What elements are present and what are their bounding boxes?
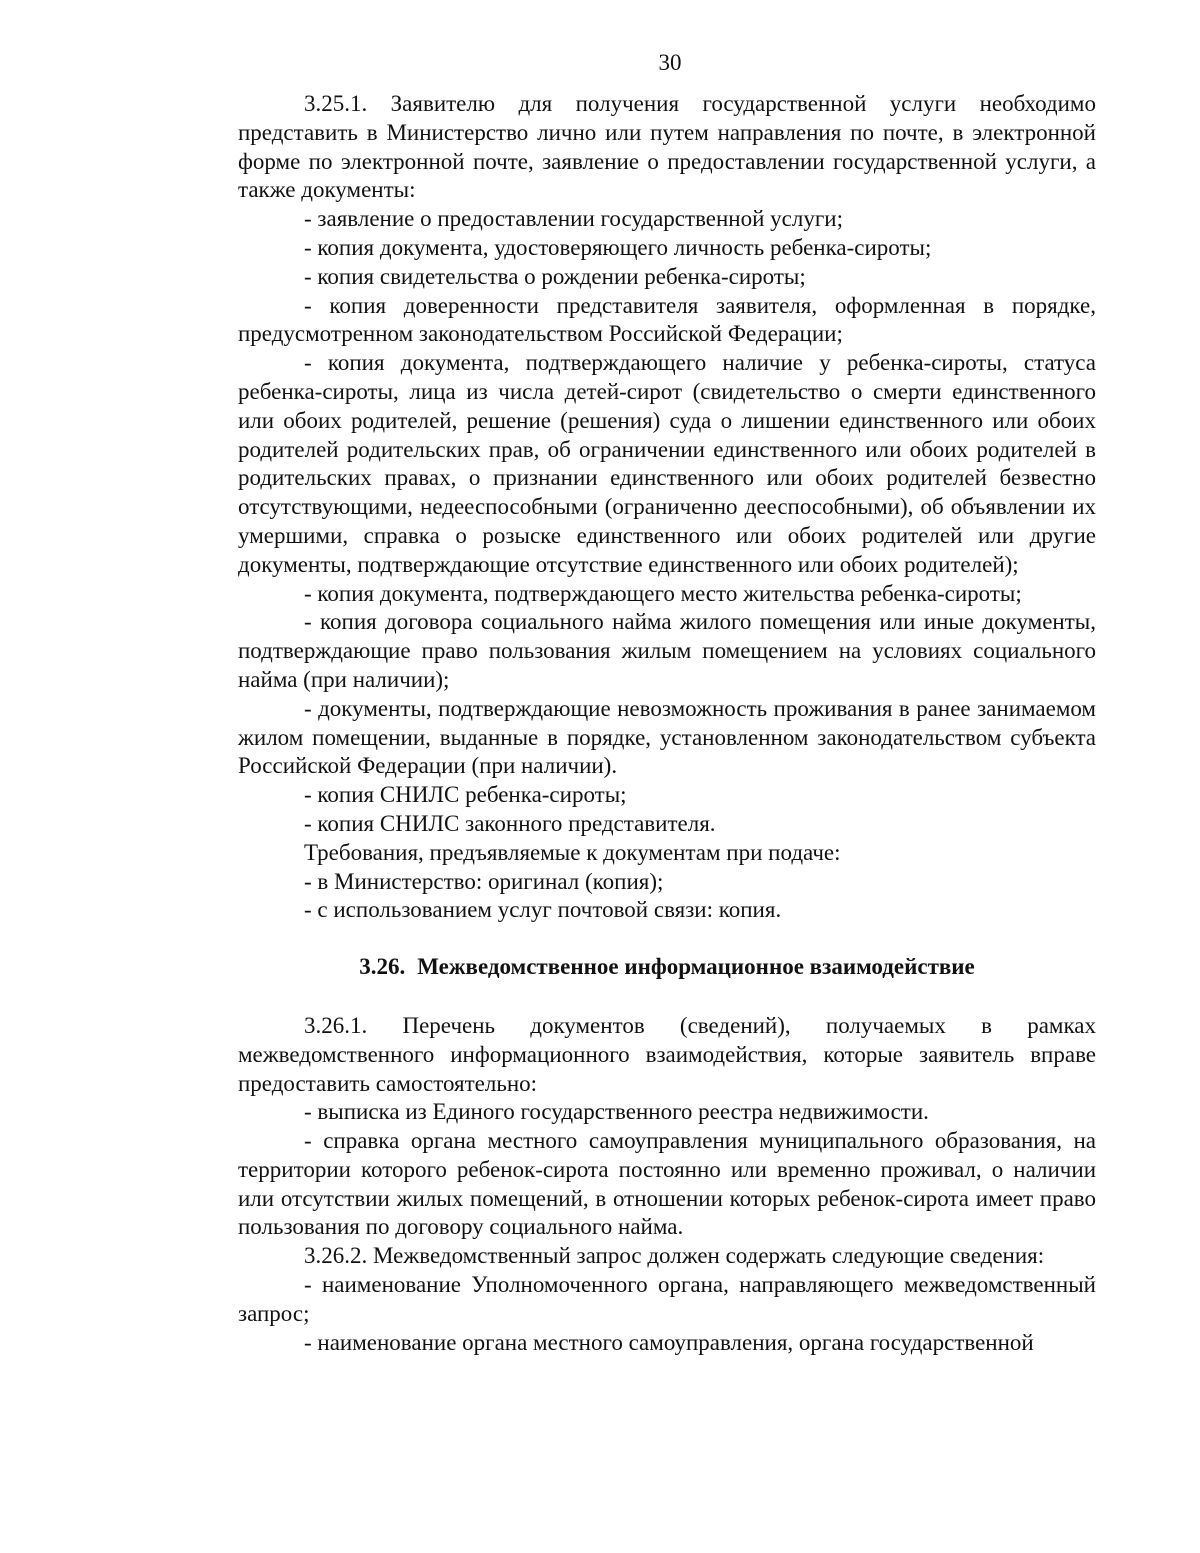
list-item: - документы, подтверждающие невозможность проживания в ранее занимаемом жилом помещении, выданные в порядке, установленном законодательством субъекта Российской Федерации (при наличии).	[238, 695, 1096, 779]
paragraph-3-26-1: 3.26.1. Перечень документов (сведений), получаемых в рамках межведомственного информационного взаимодействия, которые заявитель вправе предоставить самостоятельно:	[238, 1012, 1096, 1096]
section-heading-title: Межведомственное информационное взаимодействие	[417, 954, 975, 980]
list-item: - копия документа, удостоверяющего личность ребенка-сироты;	[304, 234, 932, 260]
list-item: - копия документа, подтверждающего наличие у ребенка-сироты, статуса ребенка-сироты, лица из числа детей-сирот (свидетельство о смерти единственного или обоих родителей, решение (решения) суда о лишении единственного или обоих родителей родительских прав, об ограничении единственного или обоих родителей в родительских правах, о признании единственного или обоих родителей безвестно отсутствующими, недееспособными (ограниченно дееспособными), об объявлении их умершими, справка о розыске единственного или обоих родителей или другие документы, подтверждающие отсутствие единственного или обоих родителей);	[238, 350, 1096, 577]
paragraph-3-25-1: 3.25.1. Заявителю для получения государственной услуги необходимо представить в Министерство лично или путем направления по почте, в электронной форме по электронной почте, заявление о предоставлении государственной услуги, а также документы:	[238, 91, 1096, 203]
section-heading	[238, 953, 1096, 982]
list-item: - копия свидетельства о рождении ребенка-сироты;	[304, 263, 806, 289]
list-item: - в Министерство: оригинал (копия);	[304, 868, 664, 894]
list-item: - копия договора социального найма жилого помещения или иные документы, подтверждающие право пользования жилым помещением на условиях социального найма (при наличии);	[238, 609, 1096, 692]
page-number: 30	[658, 50, 682, 75]
document-body	[238, 90, 1096, 1357]
list-item: - заявление о предоставлении государственной услуги;	[304, 206, 843, 232]
list-item: - копия СНИЛС ребенка-сироты;	[304, 782, 627, 808]
requirements-intro: Требования, предъявляемые к документам при подаче:	[304, 839, 841, 865]
list-item: - копия документа, подтверждающего место жительства ребенка-сироты;	[304, 580, 1022, 606]
list-item: - наименование органа местного самоуправления, органа государственной	[304, 1329, 1034, 1355]
list-item: - с использованием услуг почтовой связи: копия.	[304, 897, 782, 923]
list-item: - справка органа местного самоуправления муниципального образования, на территории которого ребенок-сирота постоянно или временно проживал, о наличии или отсутствии жилых помещений, в отношении которых ребенок-сирота имеет право пользования по договору социального найма.	[238, 1128, 1096, 1240]
list-item: - выписка из Единого государственного реестра недвижимости.	[304, 1099, 929, 1125]
list-item: - наименование Уполномоченного органа, направляющего межведомственный запрос;	[238, 1272, 1096, 1326]
list-item: - копия СНИЛС законного представителя.	[304, 810, 716, 836]
section-heading-number: 3.26.	[359, 954, 406, 980]
paragraph-3-26-2: 3.26.2. Межведомственный запрос должен содержать следующие сведения:	[304, 1243, 1045, 1269]
list-item: - копия доверенности представителя заявителя, оформленная в порядке, предусмотренном законодательством Российской Федерации;	[238, 292, 1096, 347]
